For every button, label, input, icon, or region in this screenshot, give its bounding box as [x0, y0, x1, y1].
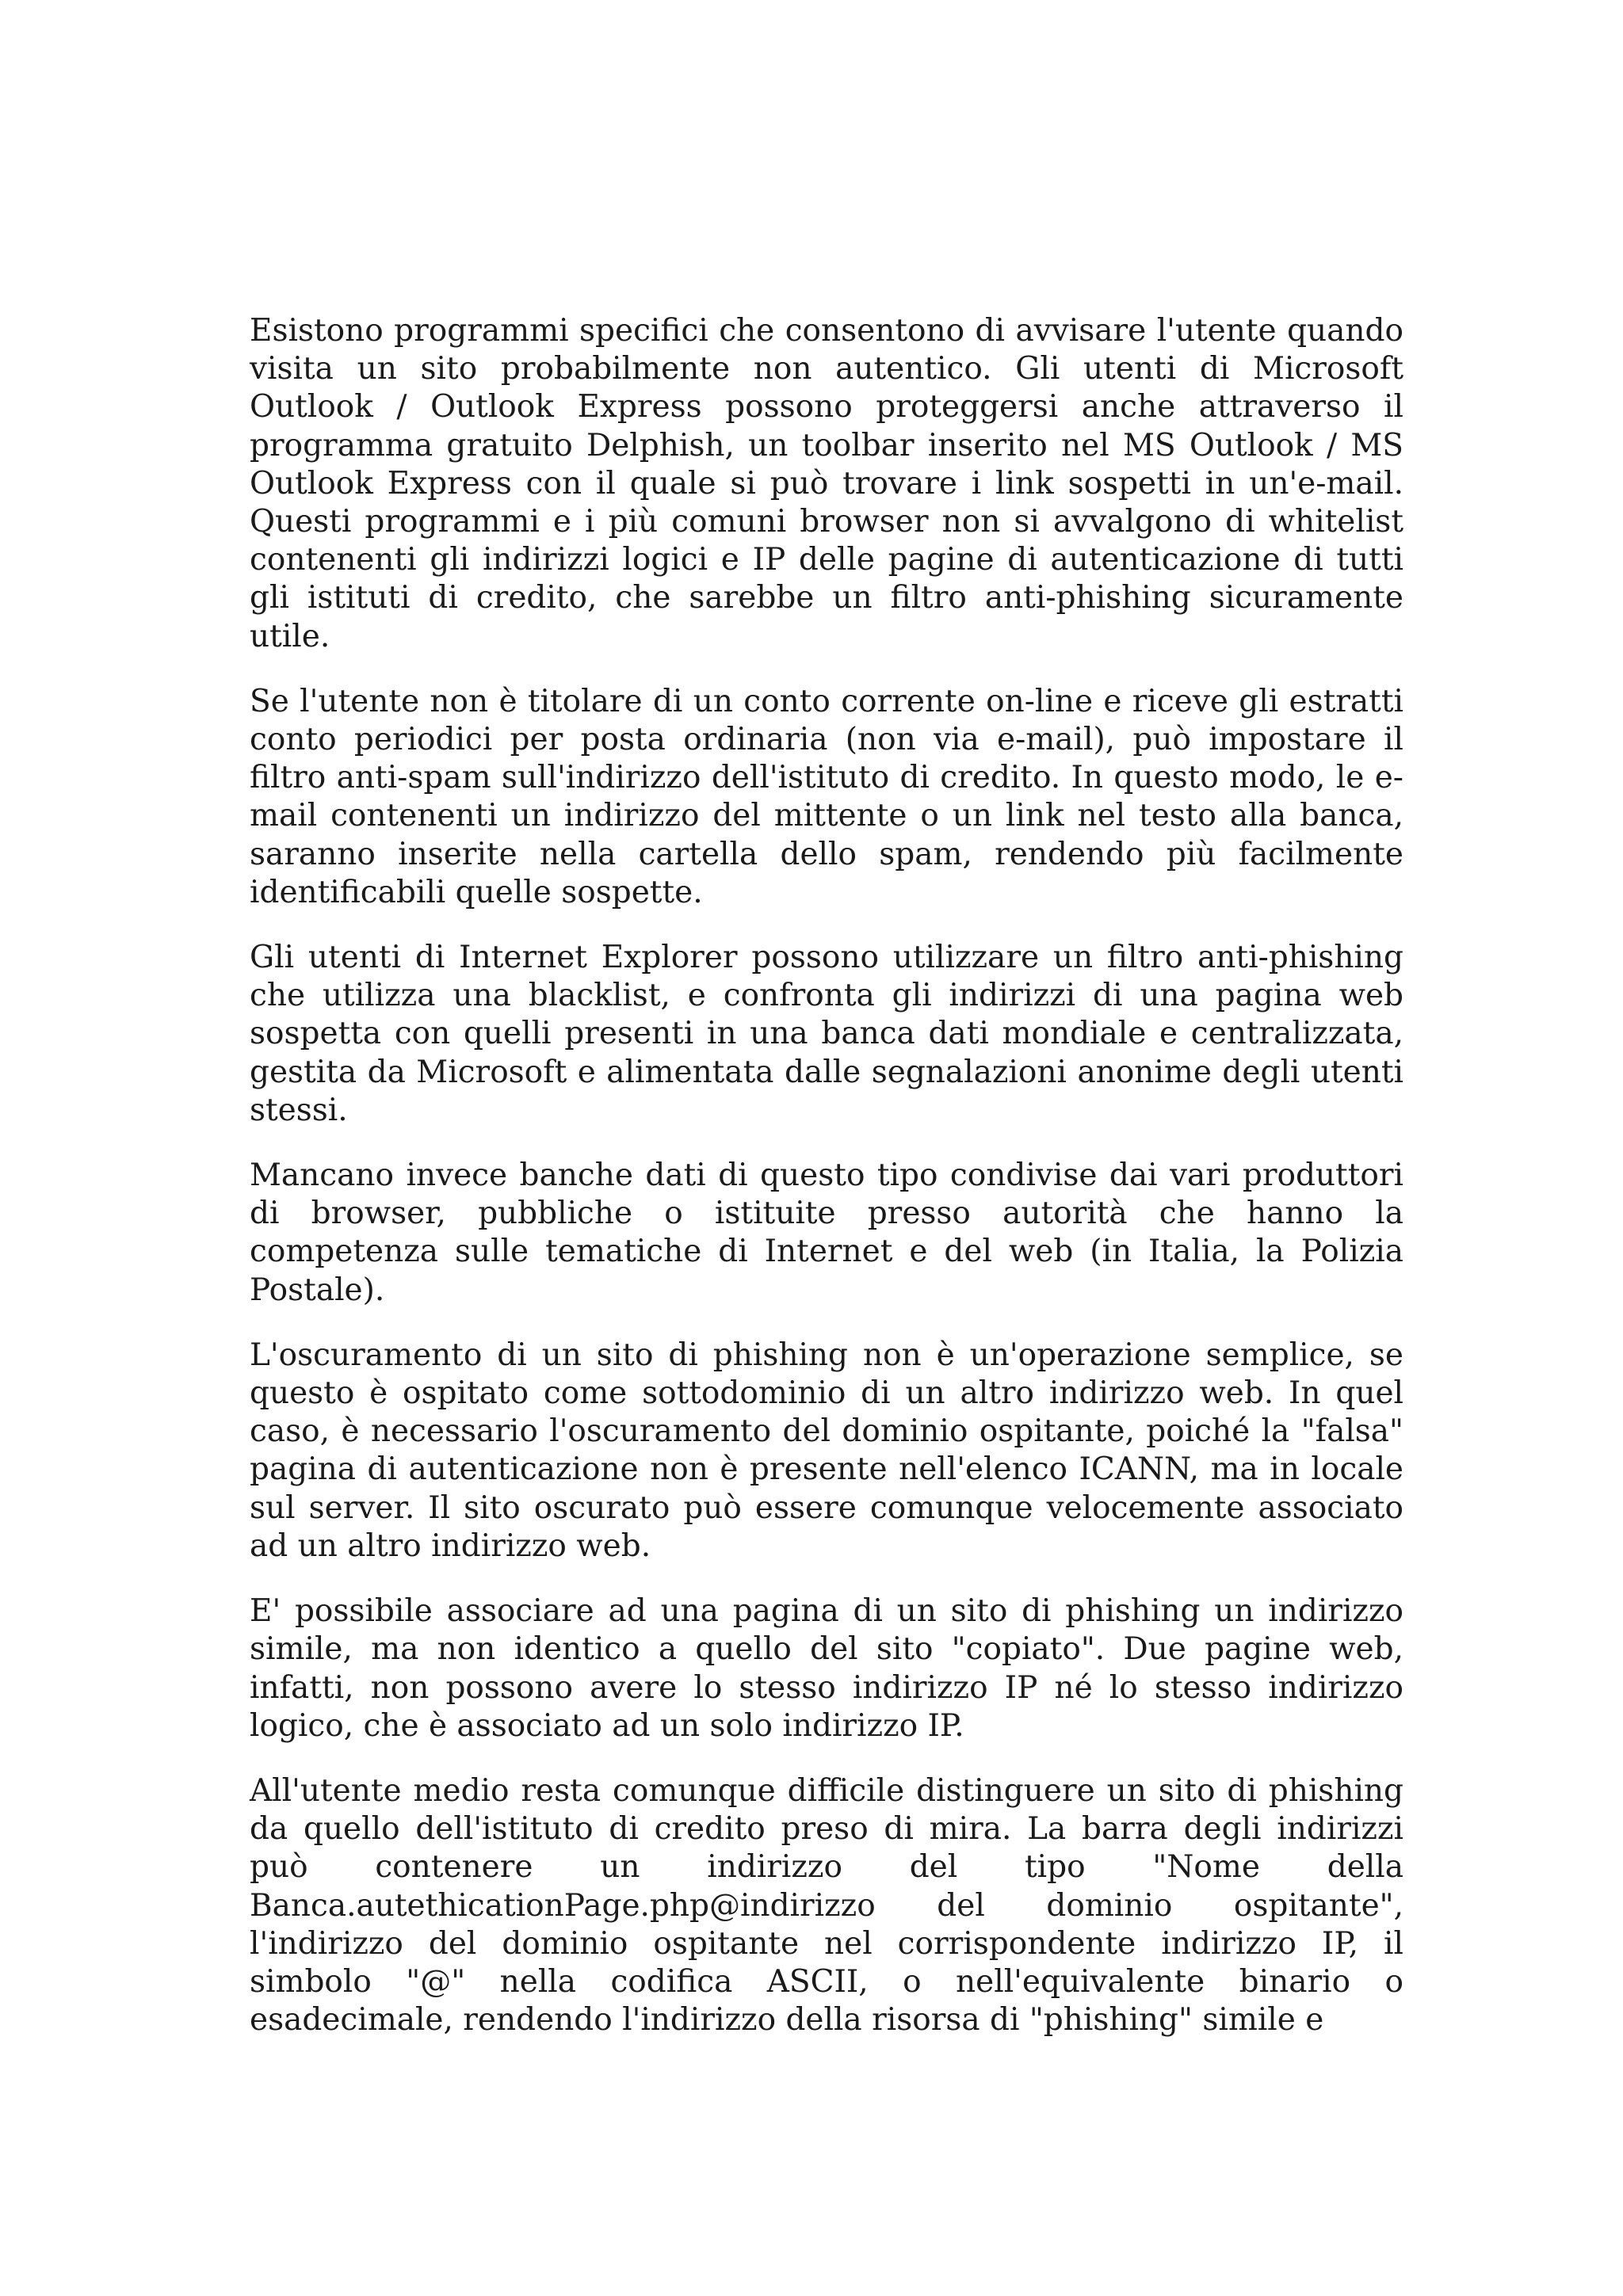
paragraph-6: E' possibile associare ad una pagina di un sito di phishing un indirizzo simile, ma non identico a quello del sito "copiato". Due pagine web, infatti, non possono avere lo stesso indirizzo IP né lo stesso indirizzo logico, che è associato ad un solo indirizzo IP.: [250, 1593, 1403, 1744]
paragraph-5: L'oscuramento di un sito di phishing non è un'operazione semplice, se questo è ospitato come sottodominio di un altro indirizzo web. In quel caso, è necessario l'oscuramento del dominio ospitante, poiché la "falsa" pagina di autenticazione non è presente nell'elenco ICANN, ma in locale sul server. Il sito oscurato può essere comunque velocemente associato ad un altro indirizzo web.: [250, 1337, 1403, 1564]
paragraph-4: Mancano invece banche dati di questo tipo condivise dai vari produttori di browser, pubbliche o istituite presso autorità che hanno la competenza sulle tematiche di Internet e del web (in Italia, la Polizia Postale).: [250, 1158, 1403, 1308]
paragraph-2: Se l'utente non è titolare di un conto corrente on-line e riceve gli estratti conto periodici per posta ordinaria (non via e-mail), può impostare il filtro anti-spam sull'indirizzo dell'istituto di credito. In questo modo, le e-mail contenenti un indirizzo del mittente o un link nel testo alla banca, saranno inserite nella cartella dello spam, rendendo più facilmente identificabili quelle sospette.: [250, 683, 1403, 910]
paragraph-7: All'utente medio resta comunque difficile distinguere un sito di phishing da quello dell'istituto di credito preso di mira. La barra degli indirizzi può contenere un indirizzo del tipo "Nome della Banca.autethicationPage.php@indirizzo del dominio ospitante", l'indirizzo del dominio ospitante nel corrispondente indirizzo IP, il simbolo "@" nella codifica ASCII, o nell'equivalente binario o esadecimale, rendendo l'indirizzo della risorsa di "phishing" simile e: [250, 1772, 1403, 2039]
paragraph-3: Gli utenti di Internet Explorer possono utilizzare un filtro anti-phishing che utilizza una blacklist, e confronta gli indirizzi di una pagina web sospetta con quelli presenti in una banca dati mondiale e centralizzata, gestita da Microsoft e alimentata dalle segnalazioni anonime degli utenti stessi.: [250, 940, 1403, 1128]
document-body: [250, 312, 1403, 2039]
paragraph-1: Esistono programmi specifici che consentono di avvisare l'utente quando visita un sito probabilmente non autentico. Gli utenti di Microsoft Outlook / Outlook Express possono proteggersi anche attraverso il programma gratuito Delphish, un toolbar inserito nel MS Outlook / MS Outlook Express con il quale si può trovare i link sospetti in un'e-mail. Questi programmi e i più comuni browser non si avvalgono di whitelist contenenti gli indirizzi logici e IP delle pagine di autenticazione di tutti gli istituti di credito, che sarebbe un filtro anti-phishing sicuramente utile.: [250, 313, 1403, 654]
